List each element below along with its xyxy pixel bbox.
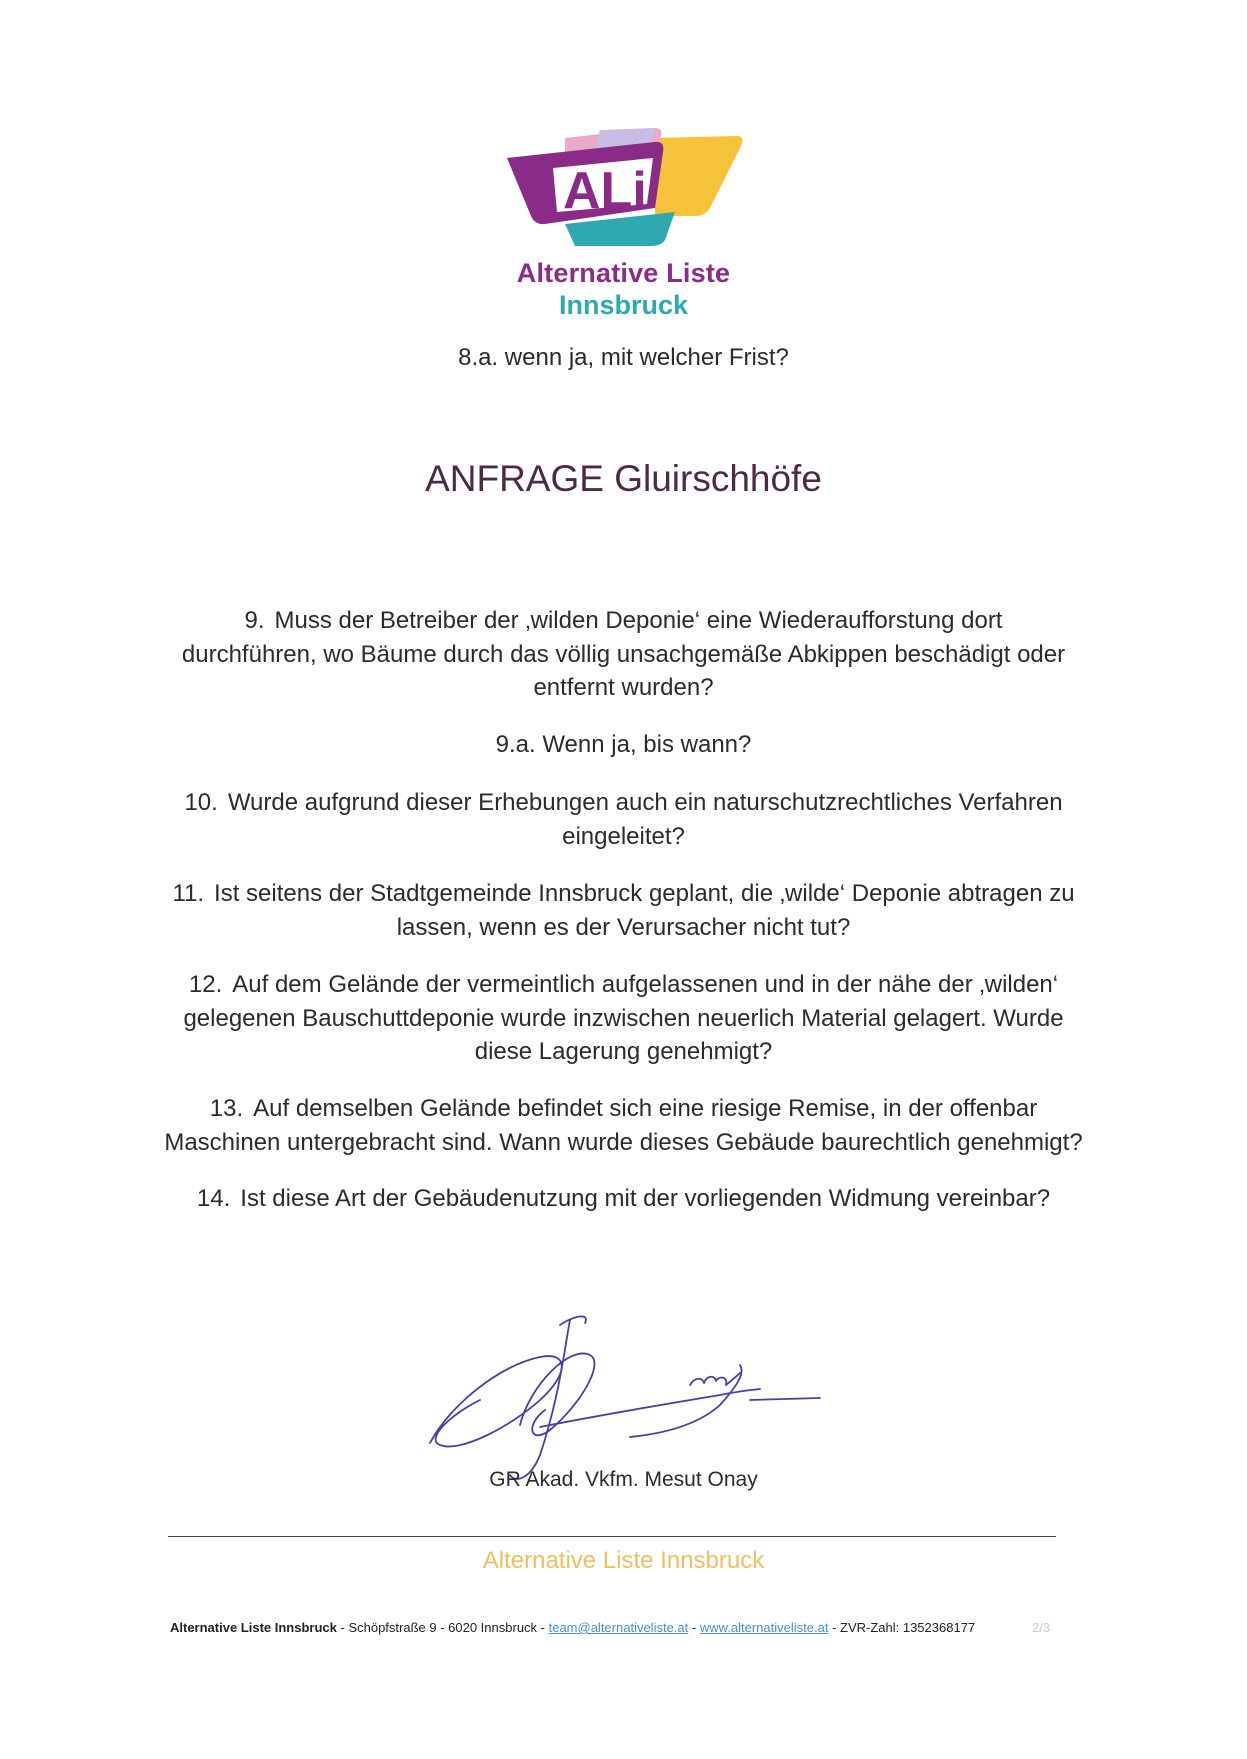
- question-text-line: Maschinen untergebracht sind. Wann wurde dieses Gebäude baurechtlich genehmigt?: [164, 1128, 1083, 1156]
- question-text-line: gelegenen Bauschuttdeponie wurde inzwischen neuerlich Material gelagert. Wurde: [183, 1004, 1064, 1032]
- question-14: [160, 1182, 1087, 1216]
- question-number: 13.: [209, 1095, 244, 1122]
- footer-email-link[interactable]: team@alternativeliste.at: [548, 1620, 689, 1635]
- question-text-line: Muss der Betreiber der ‚wilden Deponie‘ eine Wiederaufforstung dort: [274, 607, 1003, 634]
- signer-name: GR Akad. Vkfm. Mesut Onay: [489, 1468, 758, 1491]
- footer-org: Alternative Liste Innsbruck: [170, 1620, 337, 1635]
- logo-line-alternative-liste: Alternative Liste: [516, 258, 731, 288]
- question-10: [160, 786, 1087, 853]
- question-12: [160, 968, 1087, 1069]
- question-number: 11.: [172, 880, 205, 907]
- question-text-line: Auf dem Gelände der vermeintlich aufgelassenen und in der nähe der ‚wilden‘: [232, 971, 1059, 998]
- footer-contact-line: [170, 1620, 975, 1635]
- question-13: [160, 1092, 1087, 1159]
- question-11: [160, 877, 1087, 944]
- ali-logo-icon: [505, 128, 745, 248]
- handwritten-signature: [420, 1305, 880, 1485]
- question-number: 12.: [188, 971, 223, 998]
- question-text-line: diese Lagerung genehmigt?: [474, 1038, 773, 1065]
- question-number: 14.: [196, 1185, 231, 1212]
- page-number: 2/3: [1032, 1620, 1051, 1635]
- question-text-line: Ist seitens der Stadtgemeinde Innsbruck geplant, die ‚wilde‘ Deponie abtragen zu: [214, 880, 1075, 907]
- question-8a: 8.a. wenn ja, mit welcher Frist?: [458, 344, 789, 371]
- footer-separator: -: [688, 1620, 700, 1635]
- question-text-line: lassen, wenn es der Verursacher nicht tut?: [396, 913, 851, 941]
- question-text-line: Wurde aufgrund dieser Erhebungen auch ein naturschutzrechtliches Verfahren: [227, 789, 1063, 816]
- question-text-line: eingeleitet?: [562, 822, 685, 850]
- footer-brand: Alternative Liste Innsbruck: [482, 1547, 765, 1574]
- page-title: ANFRAGE Gluirschhöfe: [425, 458, 822, 499]
- question-number: 9.: [244, 607, 265, 634]
- logo-letters: ALi: [563, 162, 647, 220]
- question-text-line: entfernt wurden?: [533, 674, 714, 701]
- question-number: 10.: [184, 789, 218, 816]
- footer-zvr: - ZVR-Zahl: 1352368177: [828, 1620, 976, 1635]
- signature-icon: [420, 1305, 880, 1485]
- ali-logo-mark: [505, 128, 745, 248]
- question-9: [160, 604, 1087, 705]
- footer-website-link[interactable]: www.alternativeliste.at: [699, 1620, 829, 1635]
- footer-address: - Schöpfstraße 9 - 6020 Innsbruck -: [336, 1620, 549, 1635]
- question-text-line: 9.a. Wenn ja, bis wann?: [495, 731, 752, 758]
- question-text-line: Auf demselben Gelände befindet sich eine riesige Remise, in der offenbar: [253, 1095, 1038, 1122]
- question-text-line: durchführen, wo Bäume durch das völlig unsachgemäße Abkippen beschädigt oder: [181, 640, 1066, 668]
- logo-line-innsbruck: Innsbruck: [558, 290, 689, 320]
- question-text-line: Ist diese Art der Gebäudenutzung mit der vorliegenden Widmung vereinbar?: [240, 1185, 1051, 1212]
- footer-divider: [168, 1536, 1056, 1537]
- question-9a: [160, 728, 1087, 762]
